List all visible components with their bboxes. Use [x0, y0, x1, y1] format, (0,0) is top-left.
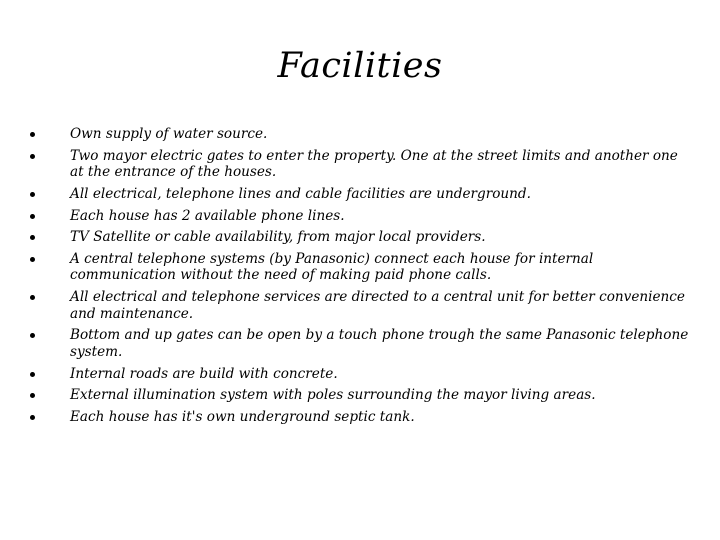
bullet-dot-icon [30, 154, 35, 159]
bullet-dot-icon [30, 192, 35, 197]
bullet-text: Internal roads are build with concrete. [70, 365, 338, 382]
slide-title: Facilities [277, 46, 443, 86]
bullet-item [30, 366, 690, 383]
bullet-dot-icon [30, 132, 35, 137]
bullet-text: All electrical, telephone lines and cable facilities are underground. [70, 185, 531, 202]
bullet-dot-icon [30, 393, 35, 398]
bullet-item [30, 251, 690, 284]
bullet-item [30, 409, 690, 426]
bullet-item [30, 327, 690, 360]
bullet-dot-icon [30, 235, 35, 240]
bullet-item [30, 387, 690, 404]
bullet-item [30, 208, 690, 225]
bullet-text: Bottom and up gates can be open by a touch phone trough the same Panasonic telephone system. [70, 327, 689, 360]
bullet-text: Each house has it's own underground septic tank. [70, 408, 415, 425]
bullet-text: External illumination system with poles surrounding the mayor living areas. [70, 387, 596, 404]
bullet-dot-icon [30, 415, 35, 420]
bullet-text: Each house has 2 available phone lines. [70, 207, 345, 224]
bullet-dot-icon [30, 214, 35, 219]
bullet-text: TV Satellite or cable availability, from major local providers. [70, 229, 486, 246]
bullet-text: All electrical and telephone services are directed to a central unit for better convenience and maintenance. [70, 289, 685, 322]
bullet-text: A central telephone systems (by Panasonic) connect each house for internal communication without the need of making paid phone calls. [70, 250, 594, 284]
bullet-dot-icon [30, 257, 35, 262]
bullet-dot-icon [30, 295, 35, 300]
bullet-item [30, 148, 690, 181]
bullet-dot-icon [30, 372, 35, 377]
bullet-list [30, 126, 690, 431]
bullet-text: Own supply of water source. [70, 126, 268, 142]
bullet-text: Two mayor electric gates to enter the property. One at the street limits and another one at the entrance of the houses. [70, 147, 678, 181]
bullet-item [30, 186, 690, 203]
bullet-item [30, 289, 690, 322]
bullet-item [30, 126, 690, 143]
bullet-item [30, 229, 690, 246]
bullet-dot-icon [30, 333, 35, 338]
